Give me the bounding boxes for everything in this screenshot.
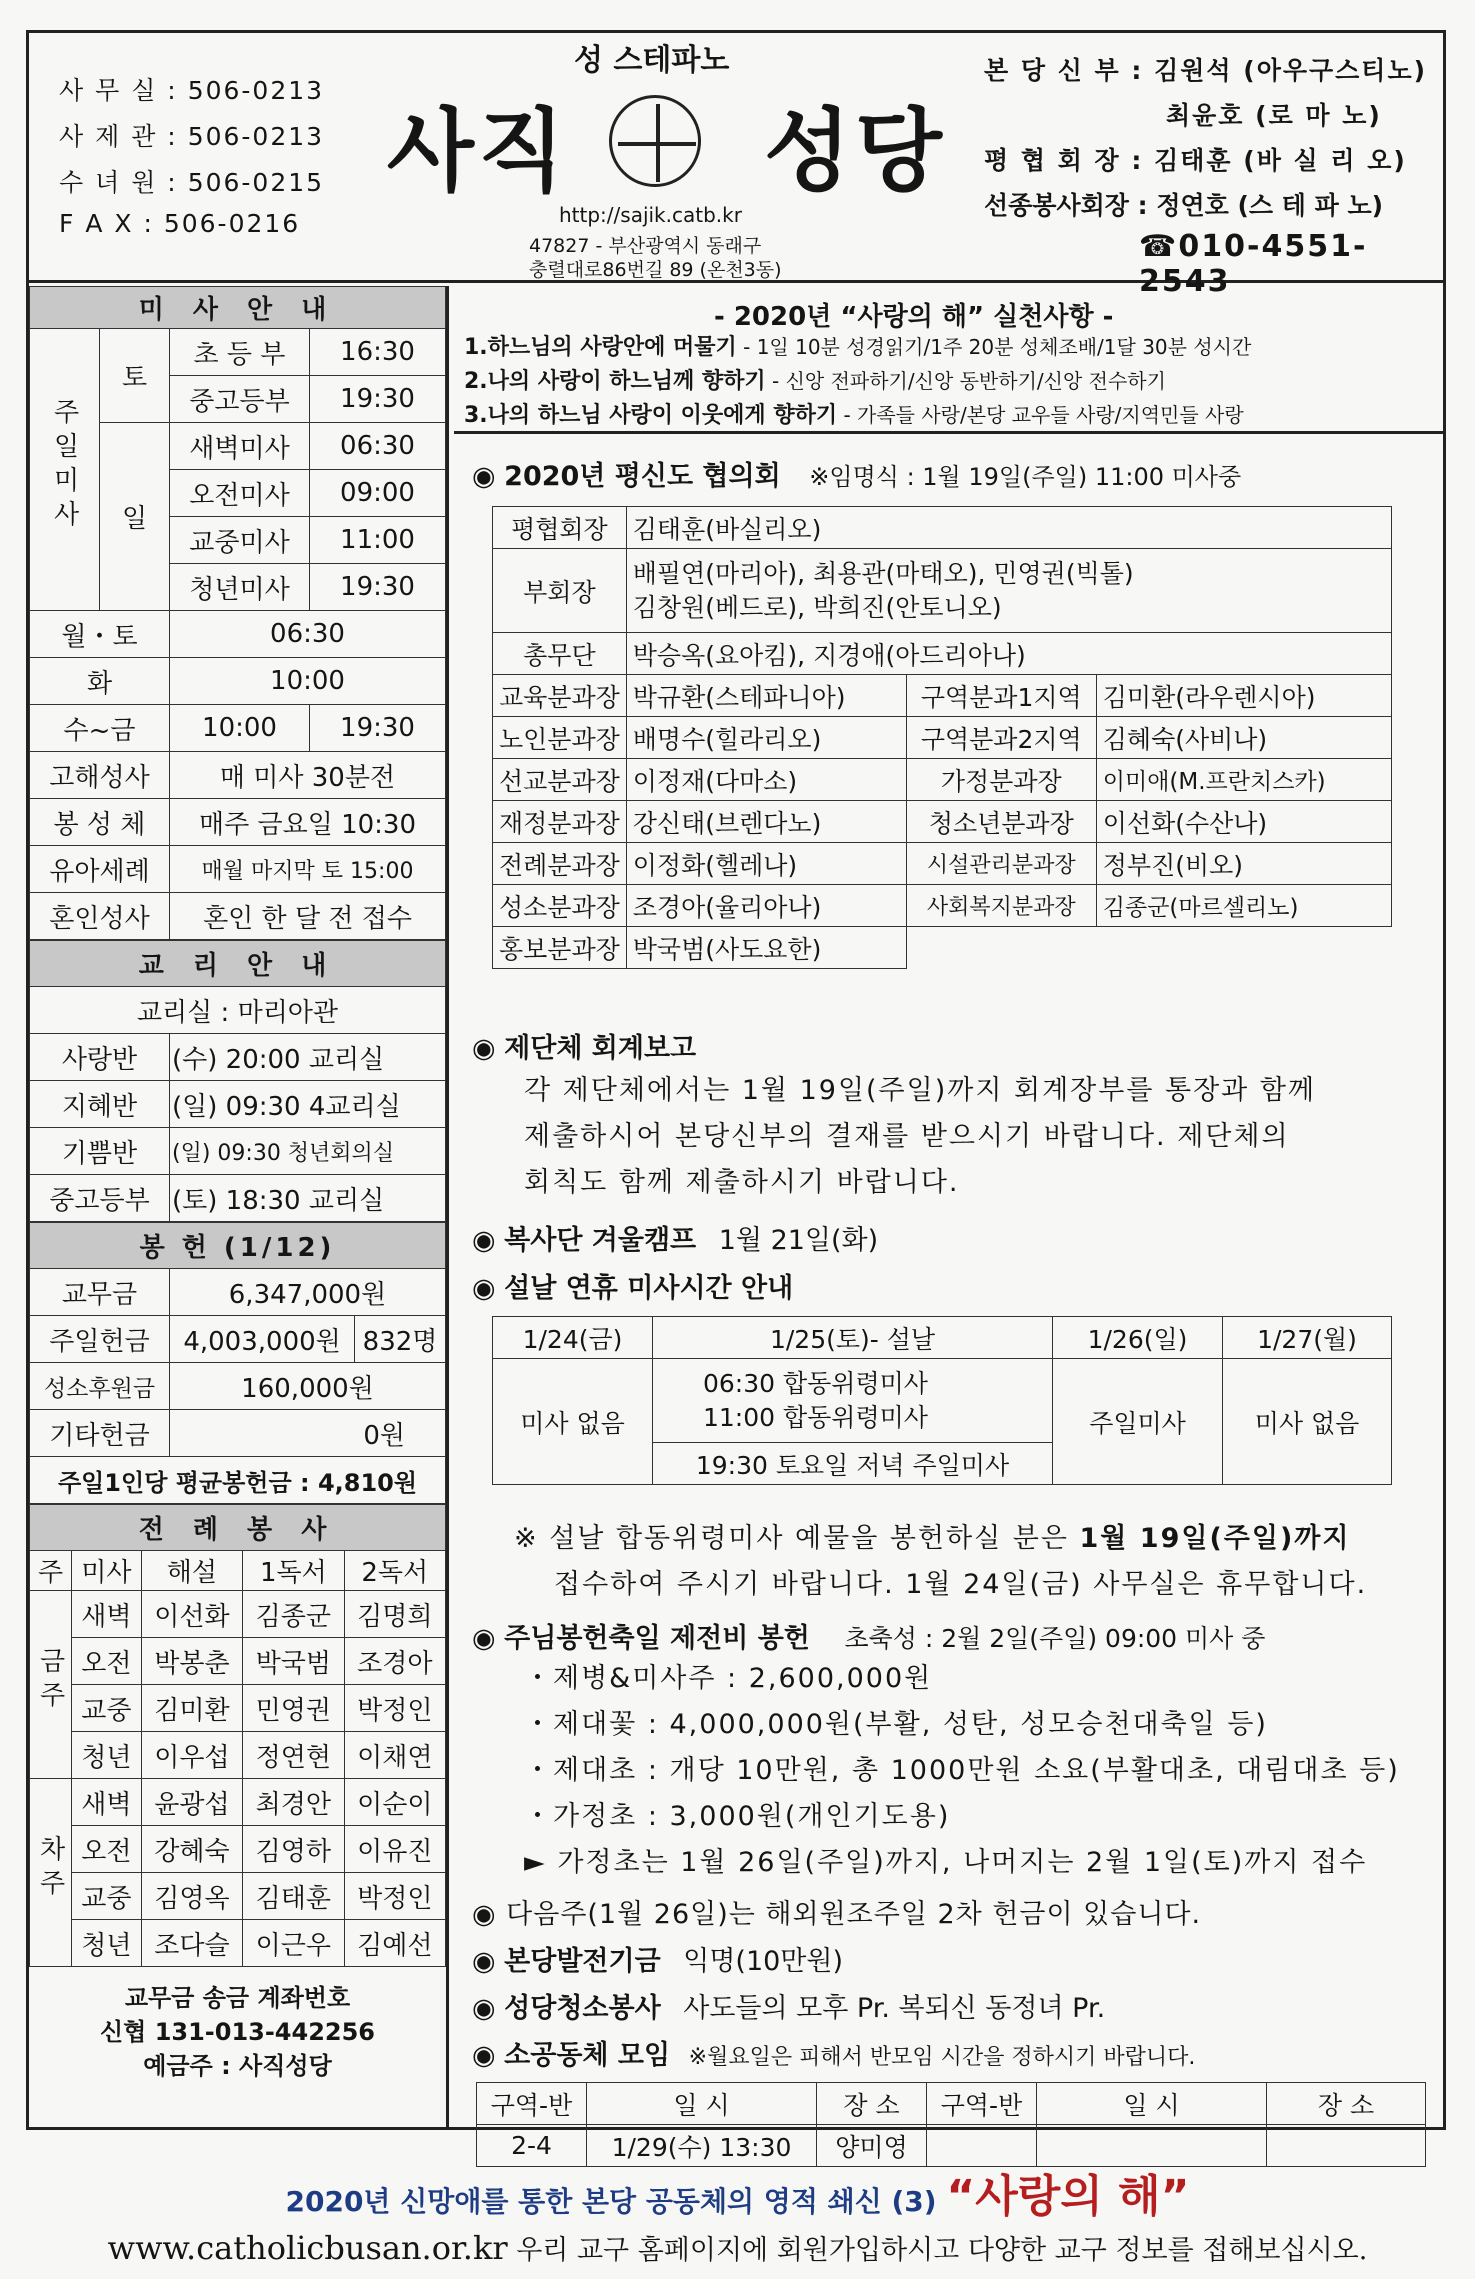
mass-name: 중고등부: [170, 376, 310, 423]
council-name: 이정화(헬레나): [626, 843, 906, 885]
sacrament-value: 매월 마지막 토 15:00: [170, 846, 446, 893]
mass-title: 미 사 안 내: [30, 287, 446, 329]
liturgy-cell: 이순이: [344, 1779, 445, 1826]
sun-label: 일: [100, 423, 170, 611]
liturgy-cell: 박정인: [344, 1685, 445, 1732]
feast-line: ・제병&미사주 : 2,600,000원: [524, 1663, 933, 1694]
staff-line: 본 당 신 부 : 김원석 (아우구스티노): [984, 56, 1428, 85]
small-header: 장 소: [1267, 2083, 1426, 2125]
liturgy-cell: 김태훈: [243, 1873, 344, 1920]
council-name: 이선화(수산나): [1096, 801, 1391, 843]
camp-title: 복사단 겨울캠프: [504, 1225, 697, 1256]
parish-name-left: 사직: [387, 99, 569, 204]
bullet-icon: ◉: [472, 1623, 496, 1654]
council-name: 김태훈(바실리오): [626, 507, 1391, 549]
council-role: 부회장: [493, 549, 627, 633]
mass-name: 새벽미사: [170, 423, 310, 470]
council-role: 사회복지분과장: [906, 885, 1096, 927]
staff-name: 최윤호 (로 마 노): [1166, 101, 1382, 130]
council-role: 청소년분과장: [906, 801, 1096, 843]
liturgy-cell: 새벽: [72, 1779, 142, 1826]
small-header: 구역-반: [477, 2083, 587, 2125]
liturgy-header: 1독서: [243, 1551, 344, 1591]
liturgy-cell: 이근우: [243, 1920, 344, 1967]
council-role: 구역분과2지역: [906, 717, 1096, 759]
liturgy-header: 미사: [72, 1551, 142, 1591]
liturgy-cell: 이유진: [344, 1826, 445, 1873]
mass-time: 06:30: [310, 423, 446, 470]
liturgy-cell: 교중: [72, 1873, 142, 1920]
feast-heading: [472, 1616, 1265, 1655]
parish-url[interactable]: http://sajik.catb.kr: [559, 203, 742, 227]
council-note: ※임명식 : 1월 19일(주일) 11:00 미사중: [809, 463, 1242, 491]
feast-line: ・제대꽃 : 4,000,000원(부활, 성탄, 성모승천대축일 등): [524, 1709, 1268, 1740]
liturgy-cell: 조경아: [344, 1638, 445, 1685]
liturgy-cell: 박정인: [344, 1873, 445, 1920]
seollal-cell: 주일미사: [1053, 1359, 1223, 1485]
offering-name: 성소후원금: [30, 1363, 170, 1410]
bullet-icon: ◉: [472, 1946, 496, 1977]
liturgy-header: 주: [30, 1551, 72, 1591]
council-name: 김창원(베드로), 박희진(안토니오): [632, 592, 1002, 622]
footer-site-text: 우리 교구 홈페이지에 회원가입하시고 다양한 교구 정보를 접해보십시오.: [507, 2235, 1368, 2266]
small-community-title: 소공동체 모임: [504, 2040, 671, 2071]
liturgy-cell: 청년: [72, 1732, 142, 1779]
liturgy-cell: 민영권: [243, 1685, 344, 1732]
council-name: 박승옥(요아킴), 지경애(아드리아나): [626, 633, 1391, 675]
week-label: [30, 1779, 72, 1967]
report-line: 회칙도 함께 제출하시기 바랍니다.: [524, 1167, 960, 1198]
mass-time: 19:30: [310, 376, 446, 423]
office-line: 사 제 관 : 506-0213: [59, 122, 325, 151]
weekday-day: 화: [30, 658, 170, 705]
council-name: 박규환(스테파니아): [626, 675, 906, 717]
bullet-icon: ◉: [472, 1993, 496, 2024]
seollal-mass: 11:00 합동위령미사: [703, 1402, 928, 1432]
weekday-day: 월・토: [30, 611, 170, 658]
cross-logo-icon: [609, 95, 701, 187]
small-community-table: [476, 2082, 1426, 2167]
weekday-time: 10:00: [170, 705, 310, 752]
liturgy-cell: 김영하: [243, 1826, 344, 1873]
small-community-note: ※월요일은 피해서 반모임 시간을 정하시기 바랍니다.: [688, 2045, 1196, 2070]
staff-line: 평 협 회 장 : 김태훈 (바 실 리 오): [984, 146, 1407, 175]
liturgy-cell: 박봉춘: [141, 1638, 242, 1685]
office-label: 사 제 관: [59, 122, 158, 151]
seollal-header: 1/24(금): [493, 1317, 653, 1359]
liturgy-cell: 김명희: [344, 1591, 445, 1638]
fund-value: 익명(10만원): [683, 1946, 844, 1977]
office-phone: 506-0215: [187, 168, 325, 197]
small-cell: 양미영: [817, 2125, 927, 2167]
footer-slogan-highlight: “사랑의 해”: [946, 2171, 1190, 2222]
seollal-table: [492, 1316, 1392, 1485]
seollal-header: 1/27(월): [1223, 1317, 1392, 1359]
feast-body: [524, 1656, 1400, 1886]
mass-table: [29, 286, 446, 940]
staff-role: 본 당 신 부: [984, 56, 1121, 85]
mass-time: 11:00: [310, 517, 446, 564]
office-line: 사 무 실 : 506-0213: [59, 76, 325, 105]
liturgy-cell: 새벽: [72, 1591, 142, 1638]
council-name: 이미애(M.프란치스카): [1096, 759, 1391, 801]
sacrament-name: 유아세례: [30, 846, 170, 893]
week-label-text: 차주: [35, 1835, 65, 1903]
council-name: 김종군(마르셀리노): [1096, 885, 1391, 927]
liturgy-header: 해설: [141, 1551, 242, 1591]
offering-value: 6,347,000원: [170, 1269, 446, 1316]
office-label: 사 무 실: [59, 76, 158, 105]
account-line-3: 예금주 : 사직성당: [143, 2052, 332, 2080]
sacrament-value: 매주 금요일 10:30: [170, 799, 446, 846]
staff-name: 정연호 (스 테 파 노): [1156, 191, 1384, 220]
small-header: 구역-반: [927, 2083, 1037, 2125]
practice-item-rest: - 1일 10분 성경읽기/1주 20분 성체조배/1달 30분 성시간: [736, 335, 1252, 359]
staff-role: 평 협 회 장: [984, 146, 1121, 175]
offering-average: 주일1인당 평균봉헌금 : 4,810원: [30, 1457, 446, 1504]
class-time: (일) 09:30 청년회의실: [170, 1128, 446, 1175]
staff-name: 김태훈 (바 실 리 오): [1154, 146, 1407, 175]
account-info: [29, 1981, 446, 2083]
class-time: (토) 18:30 교리실: [170, 1175, 446, 1222]
report-line: 제출하시어 본당신부의 결재를 받으시기 바랍니다. 제단체의: [524, 1121, 1290, 1152]
small-header: 일 시: [587, 2083, 817, 2125]
council-vice-names: [626, 549, 1391, 633]
footer-site-line: [0, 2228, 1475, 2267]
offering-value: 160,000원: [170, 1363, 446, 1410]
practice-item-head: 1.하느님의 사랑안에 머물기: [464, 335, 737, 360]
practice-item: [464, 330, 1251, 361]
council-empty: [906, 927, 1391, 969]
council-name: 박국범(사도요한): [626, 927, 906, 969]
seollal-heading: [472, 1266, 793, 1305]
sacrament-name: 고해성사: [30, 752, 170, 799]
feast-line: ・가정초 : 3,000원(개인기도용): [524, 1801, 951, 1832]
offering-value: 0원: [170, 1410, 446, 1457]
council-name: 정부진(비오): [1096, 843, 1391, 885]
sunday-mass-label-text: 주일미사: [49, 398, 79, 534]
bullet-icon: ◉: [472, 1899, 497, 1930]
council-name: 조경아(율리아나): [626, 885, 906, 927]
weekday-day: 수~금: [30, 705, 170, 752]
offering-table: [29, 1222, 446, 1504]
small-cell: 1/29(수) 13:30: [587, 2125, 817, 2167]
practice-item-head: 2.나의 사랑이 하느님께 향하기: [464, 369, 766, 394]
seollal-title: 설날 연휴 미사시간 안내: [504, 1273, 794, 1304]
seollal-mass: 06:30 합동위령미사: [703, 1368, 928, 1398]
parish-name-right: 성당: [764, 99, 946, 204]
class-name: 중고등부: [30, 1175, 170, 1222]
seollal-note-1: [514, 1516, 1350, 1562]
liturgy-cell: 김영옥: [141, 1873, 242, 1920]
weekday-time: 19:30: [310, 705, 446, 752]
offering-name: 교무금: [30, 1269, 170, 1316]
liturgy-cell: 청년: [72, 1920, 142, 1967]
mass-time: 19:30: [310, 564, 446, 611]
offering-name: 기타헌금: [30, 1410, 170, 1457]
sacrament-value: 매 미사 30분전: [170, 752, 446, 799]
liturgy-cell: 박국범: [243, 1638, 344, 1685]
council-heading: [472, 454, 1241, 493]
staff-list: [984, 51, 1427, 231]
sat-label: 토: [100, 329, 170, 423]
report-body: [524, 1068, 1316, 1206]
liturgy-cell: 조다슬: [141, 1920, 242, 1967]
bullet-icon: ◉: [472, 1273, 496, 1304]
class-time: (수) 20:00 교리실: [170, 1034, 446, 1081]
next-week-notice: [472, 1892, 1201, 1931]
class-name: 사랑반: [30, 1034, 170, 1081]
mass-time: 16:30: [310, 329, 446, 376]
liturgy-cell: 이선화: [141, 1591, 242, 1638]
liturgy-cell: 최경안: [243, 1779, 344, 1826]
staff-role: 선종봉사회장: [984, 191, 1129, 220]
mass-name: 교중미사: [170, 517, 310, 564]
council-role: 성소분과장: [493, 885, 627, 927]
council-role: 재정분과장: [493, 801, 627, 843]
small-header: 장 소: [817, 2083, 927, 2125]
council-role: 평협회장: [493, 507, 627, 549]
report-line: 각 제단체에서는 1월 19일(주일)까지 회계장부를 통장과 함께: [524, 1075, 1316, 1106]
council-name: 이정재(다마소): [626, 759, 906, 801]
liturgy-cell: 정연현: [243, 1732, 344, 1779]
bullet-icon: ◉: [472, 1033, 496, 1064]
left-column: [29, 286, 449, 2127]
seollal-note-2: 접수하여 주시기 바랍니다. 1월 24일(금) 사무실은 휴무합니다.: [554, 1569, 1368, 1600]
small-header: 일 시: [1037, 2083, 1267, 2125]
practice-item-rest: - 신앙 전파하기/신앙 동반하기/신앙 전수하기: [765, 369, 1166, 393]
cleaning-title: 성당청소봉사: [504, 1993, 661, 2024]
footer-slogan-text: 2020년 신망애를 통한 본당 공동체의 영적 쇄신 (3): [285, 2185, 947, 2218]
practice-item-rest: - 가족들 사랑/본당 교우들 사랑/지역민들 사랑: [837, 403, 1244, 427]
doctrine-table: [29, 940, 446, 1222]
council-name: 배명수(힐라리오): [626, 717, 906, 759]
council-role: 구역분과1지역: [906, 675, 1096, 717]
mass-name: 초 등 부: [170, 329, 310, 376]
council-name: 김미환(라우렌시아): [1096, 675, 1391, 717]
seollal-note-deadline: 1월 19일(주일)까지: [1079, 1523, 1351, 1554]
liturgy-cell: 강혜숙: [141, 1826, 242, 1873]
liturgy-table: [29, 1504, 446, 1967]
staff-line: 선종봉사회장 : 정연호 (스 테 파 노): [984, 191, 1384, 220]
office-phone: 506-0216: [163, 209, 301, 238]
parish-patron: 성 스테파노: [574, 43, 730, 78]
diocese-site-link[interactable]: www.catholicbusan.or.kr: [107, 2229, 508, 2267]
account-line-2: 신협 131-013-442256: [99, 2018, 376, 2046]
offering-count: 832명: [355, 1316, 446, 1363]
council-role: 시설관리분과장: [906, 843, 1096, 885]
doctrine-room: 교리실 : 마리아관: [30, 987, 446, 1034]
office-contacts: [59, 71, 324, 255]
weekday-time: 10:00: [170, 658, 446, 705]
liturgy-cell: 윤광섭: [141, 1779, 242, 1826]
bullet-icon: ◉: [472, 1225, 496, 1256]
feast-line: ► 가정초는 1월 26일(주일)까지, 나머지는 2월 1일(토)까지 접수: [524, 1847, 1368, 1878]
seollal-memorial-masses: [653, 1359, 1053, 1443]
staff-name: 김원석 (아우구스티노): [1154, 56, 1428, 85]
week-label: [30, 1591, 72, 1779]
liturgy-cell: 김예선: [344, 1920, 445, 1967]
bullet-icon: ◉: [472, 2040, 496, 2071]
weekday-time: 06:30: [170, 611, 446, 658]
liturgy-cell: 교중: [72, 1685, 142, 1732]
council-role: 전례분과장: [493, 843, 627, 885]
council-role: 선교분과장: [493, 759, 627, 801]
seollal-cell: 미사 없음: [1223, 1359, 1392, 1485]
practice-box: [454, 286, 1443, 434]
fund-title: 본당발전기금: [504, 1946, 661, 1977]
council-name: 배필연(마리아), 최용관(마태오), 민영권(빅톨): [632, 558, 1134, 588]
council-role: 홍보분과장: [493, 927, 627, 969]
next-week-text: 다음주(1월 26일)는 해외원조주일 2차 헌금이 있습니다.: [506, 1899, 1202, 1930]
class-time: (일) 09:30 4교리실: [170, 1081, 446, 1128]
council-role: 총무단: [493, 633, 627, 675]
liturgy-title: 전 례 봉 사: [30, 1505, 446, 1551]
staff-line: [984, 96, 1427, 141]
mass-name: 오전미사: [170, 470, 310, 517]
office-label: 수 녀 원: [59, 168, 158, 197]
account-line-1: 교무금 송금 계좌번호: [124, 1984, 351, 2012]
sacrament-name: 혼인성사: [30, 893, 170, 940]
bulletin-frame: [26, 30, 1446, 2162]
offering-name: 주일헌금: [30, 1316, 170, 1363]
practice-item: [464, 398, 1244, 429]
bullet-icon: ◉: [472, 461, 496, 492]
council-name: 김혜숙(사비나): [1096, 717, 1391, 759]
camp-heading: [472, 1218, 878, 1257]
address-line-2: 충렬대로86번길 89 (온천3동): [529, 259, 782, 281]
council-name: 강신태(브렌다노): [626, 801, 906, 843]
council-role: 노인분과장: [493, 717, 627, 759]
seollal-mass: 19:30 토요일 저녁 주일미사: [653, 1443, 1053, 1485]
feast-note: 초축성 : 2월 2일(주일) 09:00 미사 중: [844, 1624, 1266, 1653]
council-role: 교육분과장: [493, 675, 627, 717]
liturgy-cell: 오전: [72, 1826, 142, 1873]
feast-line: ・제대초 : 개당 10만원, 총 1000만원 소요(부활대초, 대림대초 등): [524, 1755, 1400, 1786]
seollal-header: 1/26(일): [1053, 1317, 1223, 1359]
council-role: 가정분과장: [906, 759, 1096, 801]
office-phone: 506-0213: [187, 122, 325, 151]
offering-value: 4,003,000원: [170, 1316, 355, 1363]
report-title: 제단체 회계보고: [504, 1033, 697, 1064]
small-community-heading: [472, 2033, 1195, 2072]
fund-heading: [472, 1939, 843, 1978]
council-table: [492, 506, 1392, 969]
office-line: F A X : 506-0216: [59, 209, 301, 238]
liturgy-cell: 김미환: [141, 1685, 242, 1732]
mass-name: 청년미사: [170, 564, 310, 611]
footer-slogan: [0, 2160, 1475, 2224]
phone-number: ☎010-4551-2543: [1139, 229, 1368, 299]
address-line-1: 47827 - 부산광역시 동래구: [529, 235, 762, 257]
liturgy-cell: 김종군: [243, 1591, 344, 1638]
offering-title: 봉 헌 (1/12): [30, 1223, 446, 1269]
doctrine-title: 교 리 안 내: [30, 941, 446, 987]
office-line: 수 녀 원 : 506-0215: [59, 168, 325, 197]
small-cell: 2-4: [477, 2125, 587, 2167]
liturgy-cell: 이우섭: [141, 1732, 242, 1779]
header: [29, 33, 1443, 299]
sacrament-value: 혼인 한 달 전 접수: [170, 893, 446, 940]
feast-title: 주님봉헌축일 제전비 봉헌: [504, 1623, 810, 1654]
practice-title: - 2020년 “사랑의 해” 실천사항 -: [714, 302, 1114, 332]
liturgy-cell: 오전: [72, 1638, 142, 1685]
liturgy-cell: 이채연: [344, 1732, 445, 1779]
seollal-header: 1/25(토)- 설날: [653, 1317, 1053, 1359]
camp-date: 1월 21일(화): [718, 1225, 879, 1256]
cleaning-value: 사도들의 모후 Pr. 복되신 동정녀 Pr.: [683, 1993, 1106, 2024]
class-name: 기쁨반: [30, 1128, 170, 1175]
week-label-text: 금주: [35, 1647, 65, 1715]
seollal-cell: 미사 없음: [493, 1359, 653, 1485]
practice-item-head: 3.나의 하느님 사랑이 이웃에게 향하기: [464, 403, 838, 428]
sunday-mass-label: [30, 329, 100, 611]
sacrament-name: 봉 성 체: [30, 799, 170, 846]
office-phone: 506-0213: [187, 76, 325, 105]
office-label: F A X: [59, 209, 134, 238]
class-name: 지혜반: [30, 1081, 170, 1128]
report-heading: [472, 1026, 696, 1065]
liturgy-header: 2독서: [344, 1551, 445, 1591]
mass-time: 09:00: [310, 470, 446, 517]
practice-item: [464, 364, 1166, 395]
cleaning-heading: [472, 1986, 1105, 2025]
seollal-note-text: ※ 설날 합동위령미사 예물을 봉헌하실 분은: [514, 1523, 1080, 1554]
council-title: 2020년 평신도 협의회: [504, 461, 781, 492]
